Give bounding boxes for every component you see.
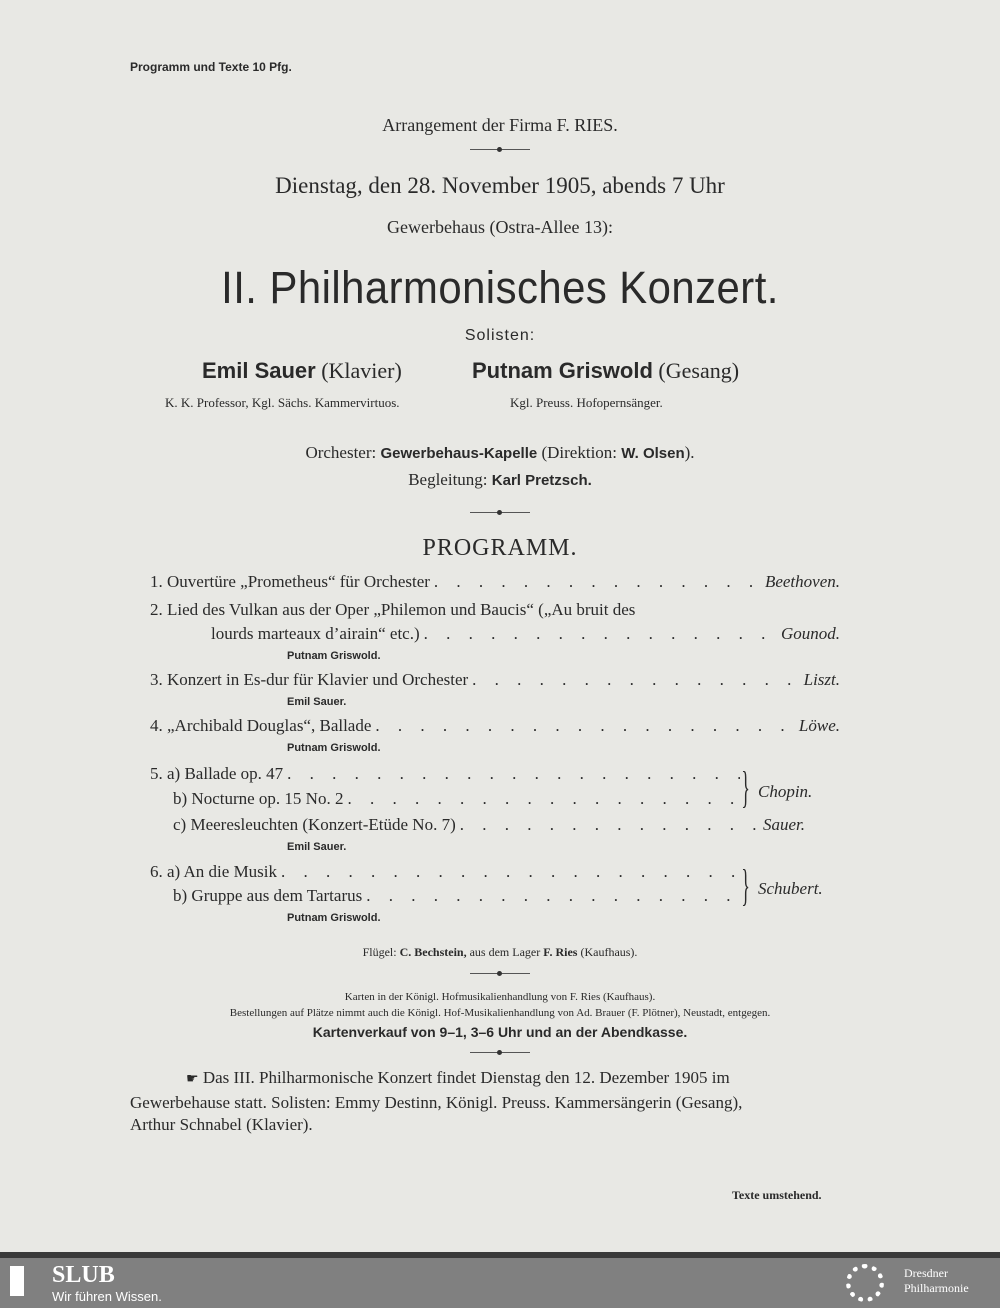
accomp-name: Karl Pretzsch. — [491, 472, 592, 489]
soloists-label: Solisten: — [464, 327, 536, 344]
next-concert-line-1 — [186, 1068, 730, 1088]
composer: Schubert. — [758, 879, 823, 898]
text: Flügel: — [362, 945, 397, 959]
director-end: ). — [684, 443, 695, 462]
program-item — [173, 789, 740, 809]
text: Dresdner — [904, 1266, 948, 1280]
soloist-name: Emil Sauer — [202, 358, 316, 383]
price-note: Programm und Texte 10 Pfg. — [130, 60, 292, 74]
concert-date: Dienstag, den 28. November 1905, abends 7 Uhr — [275, 173, 725, 198]
pointing-hand-icon: ☛ — [186, 1072, 199, 1087]
piece: b) Nocturne op. 15 No. 2 — [173, 789, 344, 808]
program-item — [150, 764, 740, 784]
ornament-divider — [470, 512, 530, 513]
soloist-2 — [472, 358, 739, 384]
shop: F. Ries — [543, 945, 578, 959]
ticket-info-2: Bestellungen auf Plätze nimmt auch die Königl. Hof-Musikalienhandlung von Ad. Brauer (F. Plötner), Neustadt, entgegen. — [229, 1007, 771, 1019]
text: (Kaufhaus). — [580, 945, 638, 959]
piece: 6. a) An die Musik — [150, 862, 278, 881]
ornament-divider — [470, 149, 530, 150]
piano-note — [0, 945, 1000, 960]
text: aus dem Lager — [469, 945, 541, 959]
program-item — [150, 862, 740, 882]
orchestra-label: Orchester: — [305, 443, 377, 462]
program-item — [150, 670, 840, 690]
arrangement: Arrangement der Firma F. RIES. — [382, 115, 618, 135]
program-heading: PROGRAMM. — [422, 535, 578, 561]
piece: 2. Lied des Vulkan aus der Oper „Philemon und Baucis“ („Au bruit des — [150, 600, 636, 619]
program-item — [173, 886, 740, 906]
piece: 1. Ouvertüre „Prometheus“ für Orchester — [150, 572, 430, 591]
piece: c) Meeresleuchten (Konzert-Etüde No. 7) — [173, 815, 456, 834]
composer: Sauer. — [762, 815, 805, 834]
soloist-2-title: Kgl. Preuss. Hofopernsänger. — [510, 395, 663, 410]
program-item-cont — [211, 624, 840, 644]
next-concert-line-3: Arthur Schnabel (Klavier). — [130, 1115, 313, 1134]
soloist-instrument: (Gesang) — [658, 358, 740, 383]
composer: Liszt. — [803, 670, 840, 689]
page-title: II. Philharmonisches Konzert. — [221, 262, 779, 313]
piece: 3. Konzert in Es-dur für Klavier und Orchester — [150, 670, 469, 689]
program-item — [173, 815, 805, 835]
director-name: W. Olsen — [621, 445, 685, 462]
philharmonie-logo[interactable] — [904, 1266, 969, 1296]
slub-logo[interactable]: SLUB — [52, 1262, 115, 1288]
performer: Emil Sauer. — [287, 696, 347, 708]
composer: Gounod. — [780, 624, 840, 643]
ticket-info-1: Karten in der Königl. Hofmusikalienhandlung von F. Ries (Kaufhaus). — [344, 991, 656, 1003]
piece: 5. a) Ballade op. 47 — [150, 764, 284, 783]
composer: Löwe. — [798, 716, 840, 735]
accompaniment — [0, 470, 1000, 490]
brand: C. Bechstein, — [399, 945, 467, 959]
piece: 4. „Archibald Douglas“, Ballade — [150, 716, 372, 735]
composer: Beethoven. — [764, 572, 840, 591]
orchestra — [0, 443, 1000, 463]
director-label: (Direktion: — [541, 443, 618, 462]
slub-book-icon — [10, 1266, 24, 1296]
soloist-1-title: K. K. Professor, Kgl. Sächs. Kammervirtuos. — [165, 395, 400, 410]
program-item — [150, 572, 840, 592]
ticket-hours: Kartenverkauf von 9–1, 3–6 Uhr und an der Abendkasse. — [312, 1024, 688, 1040]
piece: b) Gruppe aus dem Tartarus — [173, 886, 363, 905]
philharmonie-logo-icon — [846, 1264, 884, 1302]
performer: Emil Sauer. — [287, 841, 347, 853]
brace: } — [741, 861, 750, 910]
soloist-1 — [202, 358, 402, 384]
soloist-name: Putnam Griswold — [472, 358, 653, 383]
texts-overleaf: Texte umstehend. — [732, 1188, 822, 1202]
performer: Putnam Griswold. — [287, 912, 381, 924]
orchestra-name: Gewerbehaus-Kapelle — [380, 445, 538, 462]
performer: Putnam Griswold. — [287, 742, 381, 754]
program-item — [150, 716, 840, 736]
venue: Gewerbehaus (Ostra-Allee 13): — [387, 217, 613, 237]
text: Das III. Philharmonische Konzert findet Dienstag den 12. Dezember 1905 im — [202, 1068, 730, 1087]
brace: } — [741, 763, 750, 812]
next-concert-line-2: Gewerbehause statt. Solisten: Emmy Destinn, Königl. Preuss. Kammersängerin (Gesang), — [130, 1093, 743, 1112]
footer-bar — [0, 1258, 1000, 1308]
piece: lourds marteaux d’airain“ etc.) — [211, 624, 420, 643]
ornament-divider — [470, 1052, 530, 1053]
accomp-label: Begleitung: — [408, 470, 488, 489]
slub-tagline: Wir führen Wissen. — [52, 1289, 162, 1304]
text: Philharmonie — [904, 1281, 969, 1295]
composer: Chopin. — [758, 782, 813, 801]
performer: Putnam Griswold. — [287, 650, 381, 662]
ornament-divider — [470, 973, 530, 974]
soloist-instrument: (Klavier) — [321, 358, 402, 383]
program-item — [150, 600, 840, 620]
